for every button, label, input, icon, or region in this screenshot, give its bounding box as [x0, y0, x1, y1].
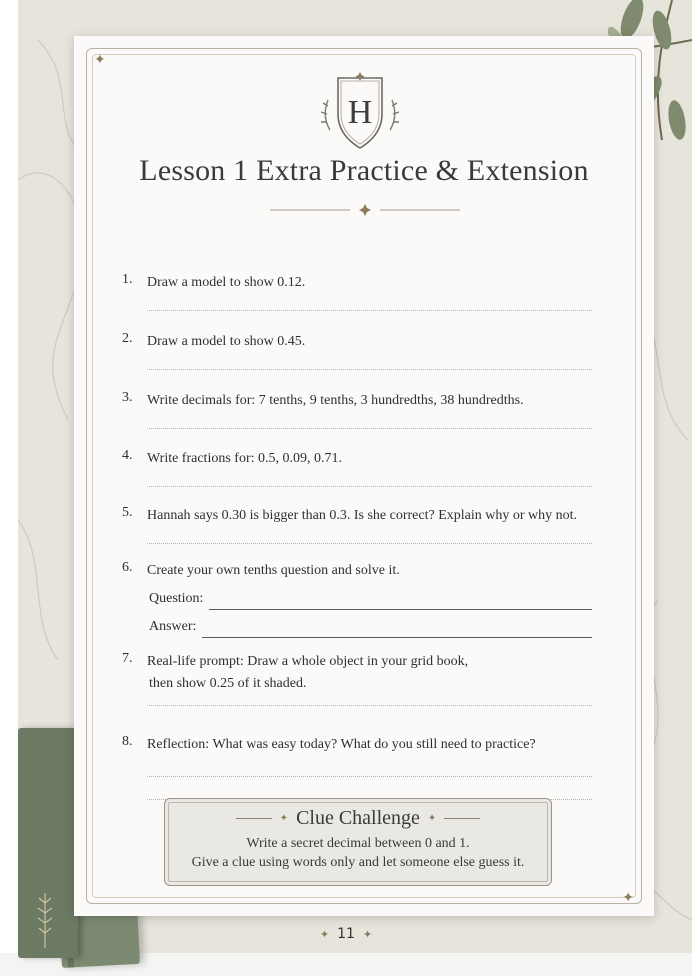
question-text: Draw a model to show 0.45. — [147, 334, 306, 349]
question-number: 8. — [122, 734, 133, 749]
star-ornament-icon: ✦ — [319, 928, 330, 941]
question-number: 7. — [122, 651, 133, 666]
question-item — [122, 390, 592, 429]
page-number-row — [0, 926, 692, 942]
crest-logo — [310, 70, 410, 162]
answer-line[interactable] — [147, 486, 592, 487]
answer-label: Answer: — [149, 619, 197, 634]
question-item — [122, 331, 592, 370]
star-ornament-icon: ✦ — [279, 813, 289, 824]
question-text-continued: then show 0.25 of it shaded. — [149, 676, 307, 691]
question-number: 6. — [122, 560, 133, 575]
answer-line[interactable] — [147, 543, 592, 544]
answer-field-row — [149, 616, 592, 638]
star-ornament-icon: ✦ — [94, 52, 106, 68]
clue-challenge-box — [164, 798, 552, 886]
star-ornament-icon: ✦ — [622, 890, 634, 906]
question-number: 2. — [122, 331, 133, 346]
question-text: Write fractions for: 0.5, 0.09, 0.71. — [147, 451, 343, 466]
clue-heading-row — [165, 807, 551, 830]
question-label: Question: — [149, 591, 204, 606]
question-field-row — [149, 588, 592, 610]
question-text: Hannah says 0.30 is bigger than 0.3. Is she correct? Explain why or why not. — [147, 508, 578, 523]
answer-line[interactable] — [147, 705, 592, 706]
question-item — [122, 734, 592, 800]
question-answer-line[interactable] — [209, 593, 592, 610]
question-text: Draw a model to show 0.12. — [147, 275, 306, 290]
book-decoration — [18, 728, 78, 958]
question-text: Write decimals for: 7 tenths, 9 tenths, 3 hundredths, 38 hundredths. — [147, 393, 524, 408]
question-item — [122, 448, 592, 487]
question-number: 1. — [122, 272, 133, 287]
question-number: 4. — [122, 448, 133, 463]
clue-heading: Clue Challenge — [296, 807, 420, 829]
clue-text: Give a clue using words only and let someone else guess it. — [191, 855, 525, 870]
question-item — [122, 560, 592, 638]
clue-text: Write a secret decimal between 0 and 1. — [246, 836, 470, 851]
question-item — [122, 651, 592, 706]
question-item — [122, 272, 592, 311]
title-divider — [270, 202, 460, 218]
answer-line[interactable] — [147, 776, 592, 777]
worksheet-page — [74, 36, 654, 916]
page-number: 11 — [337, 926, 355, 942]
svg-text:H: H — [347, 94, 373, 131]
question-item — [122, 505, 592, 544]
answer-line[interactable] — [147, 310, 592, 311]
star-ornament-icon: ✦ — [362, 928, 373, 941]
page-title: Lesson 1 Extra Practice & Extension — [139, 154, 589, 187]
answer-line[interactable] — [147, 428, 592, 429]
star-ornament-icon: ✦ — [427, 813, 437, 824]
question-text: Create your own tenths question and solve it. — [147, 563, 400, 578]
question-text: Reflection: What was easy today? What do you still need to practice? — [147, 737, 536, 752]
question-text: Real-life prompt: Draw a whole object in your grid book, — [147, 654, 469, 669]
question-number: 5. — [122, 505, 133, 520]
answer-line[interactable] — [147, 369, 592, 370]
question-number: 3. — [122, 390, 133, 405]
answer-answer-line[interactable] — [202, 621, 592, 638]
